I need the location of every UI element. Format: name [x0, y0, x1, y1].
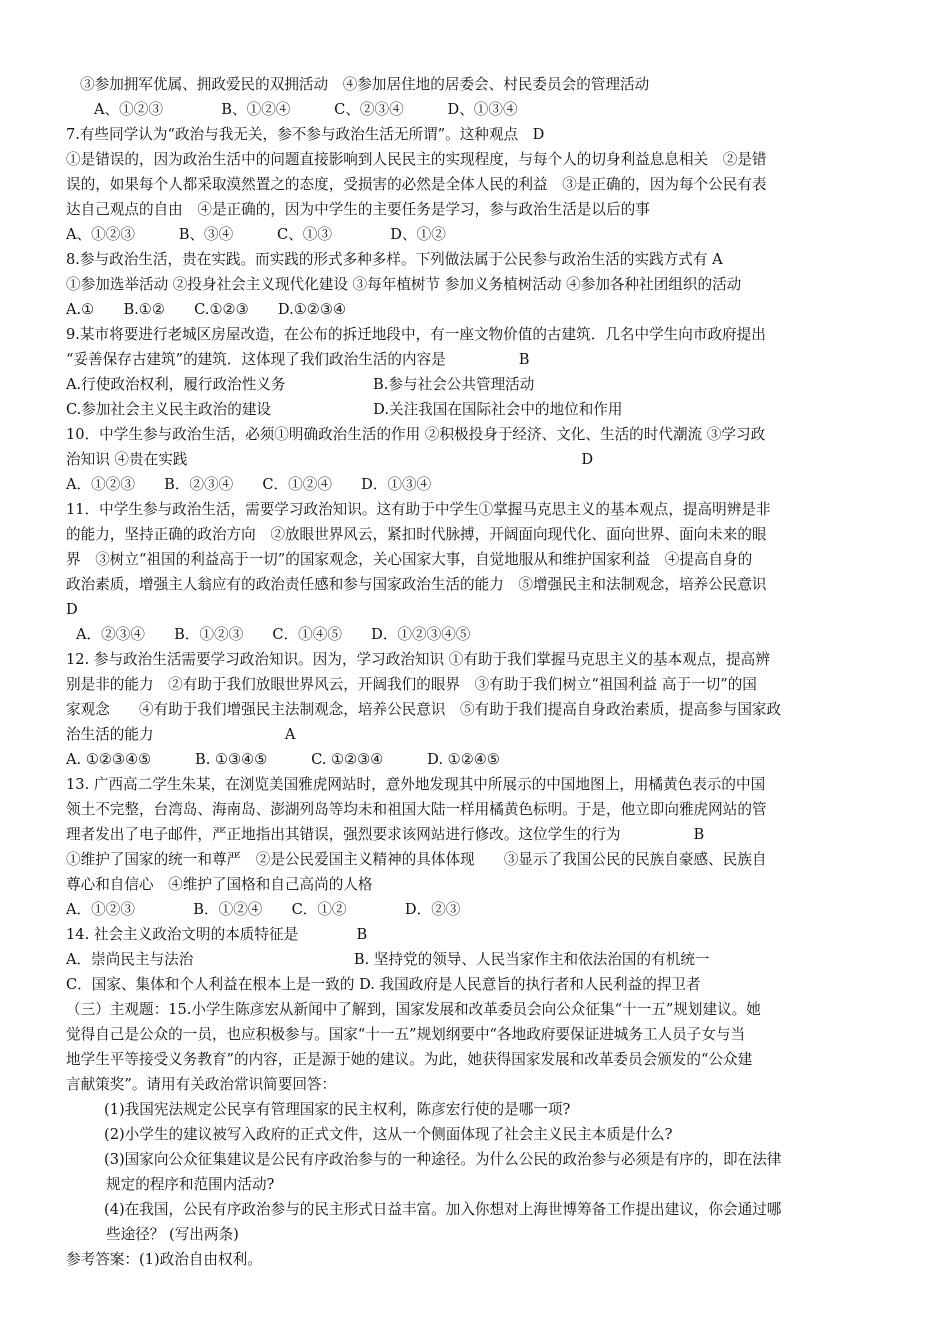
q6-option-line: ③参加拥军优属、拥政爱民的双拥活动 ④参加居住地的居委会、村民委员会的管理活动: [80, 76, 650, 93]
q15-subquestion-2: (2)小学生的建议被写入政府的正式文件，这从一个侧面体现了社会主义民主本质是什么?: [104, 1126, 673, 1143]
q15-subquestion-3-continued: 规定的程序和范围内活动?: [106, 1176, 275, 1193]
q10-stem-continued: 治知识 ④贵在实践 D: [66, 451, 594, 468]
q9-choices-cd: C.参加社会主义民主政治的建设 D.关注我国在国际社会中的地位和作用: [66, 401, 623, 418]
q11-stem: 11．中学生参与政治生活，需要学习政治知识。这有助于中学生①掌握马克思主义的基本观点，提高明辨是非: [66, 501, 771, 518]
q13-options: ①维护了国家的统一和尊严 ②是公民爱国主义精神的具体体现 ③显示了我国公民的民族自豪感、民族自: [66, 851, 767, 868]
q14-choices-ab: A．崇尚民主与法治 B. 坚持党的领导、人民当家作主和依法治国的有机统一: [66, 951, 710, 968]
q12-text-line: 家观念 ④有助于我们增强民主法制观念，培养公民意识 ⑤有助于我们提高自身政治素质，提高参与国家政: [66, 701, 782, 718]
q12-text-line: 治生活的能力 A: [66, 726, 296, 743]
q8-stem: 8.参与政治生活，贵在实践。而实践的形式多种多样。下列做法属于公民参与政治生活的实践方式有 A: [66, 251, 723, 268]
q15-subquestion-4: (4)在我国，公民有序政治参与的民主形式日益丰富。加入你想对上海世博筹备工作提出建议，你会通过哪: [104, 1201, 782, 1218]
q11-answer-key: D: [66, 601, 78, 618]
q15-stem: （三）主观题：15.小学生陈彦宏从新闻中了解到，国家发展和改革委员会向公众征集“十一五”规划建议。她: [66, 1001, 761, 1018]
q12-text-line: 别是非的能力 ②有助于我们放眼世界风云，开阔我们的眼界 ③有助于我们树立“祖国利益 高于一切”的国: [66, 676, 757, 693]
q10-stem: 10．中学生参与政治生活，必须①明确政治生活的作用 ②积极投身于经济、文化、生活的时代潮流 ③学习政: [66, 426, 766, 443]
q8-options: ①参加选举活动 ②投身社会主义现代化建设 ③每年植树节 参加义务植树活动 ④参加各种社团组织的活动: [66, 276, 742, 293]
q13-text-line: 理者发出了电子邮件，严正地指出其错误，强烈要求该网站进行修改。这位学生的行为 B: [66, 826, 705, 843]
q14-stem: 14. 社会主义政治文明的本质特征是 B: [66, 926, 368, 943]
q9-stem-continued: “妥善保存古建筑”的建筑．这体现了我们政治生活的内容是 B: [66, 351, 530, 368]
reference-answer: 参考答案：(1)政治自由权利。: [66, 1251, 262, 1268]
q7-text-line: 达自己观点的自由 ④是正确的，因为中学生的主要任务是学习，参与政治生活是以后的事: [66, 201, 650, 218]
q13-options-continued: 尊心和自信心 ④维护了国格和自己高尚的人格: [66, 876, 373, 893]
q15-text-line: 言献策奖”。请用有关政治常识简要回答：: [66, 1076, 337, 1093]
q9-choices-ab: A.行使政治权利，履行政治性义务 B.参与社会公共管理活动: [66, 376, 535, 393]
q15-subquestion-1: (1)我国宪法规定公民享有管理国家的民主权利，陈彦宏行使的是哪一项?: [104, 1101, 571, 1118]
q8-answer-choices: A.① B.①② C.①②③ D.①②③④: [66, 301, 347, 318]
q15-subquestion-4-continued: 些途径？ (写出两条): [106, 1226, 239, 1243]
q15-subquestion-3: (3)国家向公众征集建议是公民有序政治参与的一种途径。为什么公民的政治参与必须是有序的，即在法律: [104, 1151, 782, 1168]
q15-text-line: 地学生平等接受义务教育”的内容，正是源于她的建议。为此，她获得国家发展和改革委员会颁发的“公众建: [66, 1051, 753, 1068]
q11-text-line: 的能力，坚持正确的政治方向 ②放眼世界风云，紧扣时代脉搏，开阔面向现代化、面向世界、面向未来的眼: [66, 526, 767, 543]
q7-text-line: 误的，如果每个人都采取漠然置之的态度，受损害的必然是全体人民的利益 ③是正确的，因为每个公民有表: [66, 176, 767, 193]
q6-answer-choices: A、①②③ B、①②④ C、②③④ D、①③④: [94, 101, 518, 118]
q11-text-line: 政治素质，增强主人翁应有的政治责任感和参与国家政治生活的能力 ⑤增强民主和法制观念，培养公民意识: [66, 576, 767, 593]
q13-text-line: 领土不完整，台湾岛、海南岛、澎湖列岛等均未和祖国大陆一样用橘黄色标明。于是，他立即向雅虎网站的管: [66, 801, 767, 818]
q11-text-line: 界 ③树立“祖国的利益高于一切”的国家观念，关心国家大事，自觉地服从和维护国家利益 ④提高自身的: [66, 551, 753, 568]
q14-choices-cd: C．国家、集体和个人利益在根本上是一致的 D. 我国政府是人民意旨的执行者和人民利益的捍卫者: [66, 976, 701, 993]
q13-stem: 13. 广西高二学生朱某，在浏览美国雅虎网站时，意外地发现其中所展示的中国地图上，用橘黄色表示的中国: [66, 776, 766, 793]
q9-stem: 9.某市将要进行老城区房屋改造，在公布的拆迁地段中，有一座文物价值的古建筑．几名中学生向市政府提出: [66, 326, 766, 343]
q11-answer-choices: A．②③④ B．①②③ C．①④⑤ D．①②③④⑤: [76, 626, 471, 643]
q7-stem: 7.有些同学认为“政治与我无关，参不参与政治生活无所谓”。这种观点 D: [66, 126, 545, 143]
q10-answer-choices: A．①②③ B．②③④ C．①②④ D．①③④: [66, 476, 432, 493]
q7-text-line: ①是错误的，因为政治生活中的问题直接影响到人民民主的实现程度，与每个人的切身利益息息相关 ②是错: [66, 151, 767, 168]
q12-answer-choices: A. ①②③④⑤ B. ①③④⑤ C. ①②③④ D. ①②④⑤: [66, 751, 500, 768]
q12-stem: 12. 参与政治生活需要学习政治知识。因为，学习政治知识 ①有助于我们掌握马克思主义的基本观点，提高辨: [66, 651, 770, 668]
q7-answer-choices: A、①②③ B、③④ C、①③ D、①②: [66, 226, 446, 243]
q15-text-line: 觉得自己是公众的一员，也应积极参与。国家“十一五”规划纲要中“各地政府要保证进城务工人员子女与当: [66, 1026, 746, 1043]
q13-answer-choices: A．①②③ B．①②④ C．①② D．②③: [66, 901, 461, 918]
